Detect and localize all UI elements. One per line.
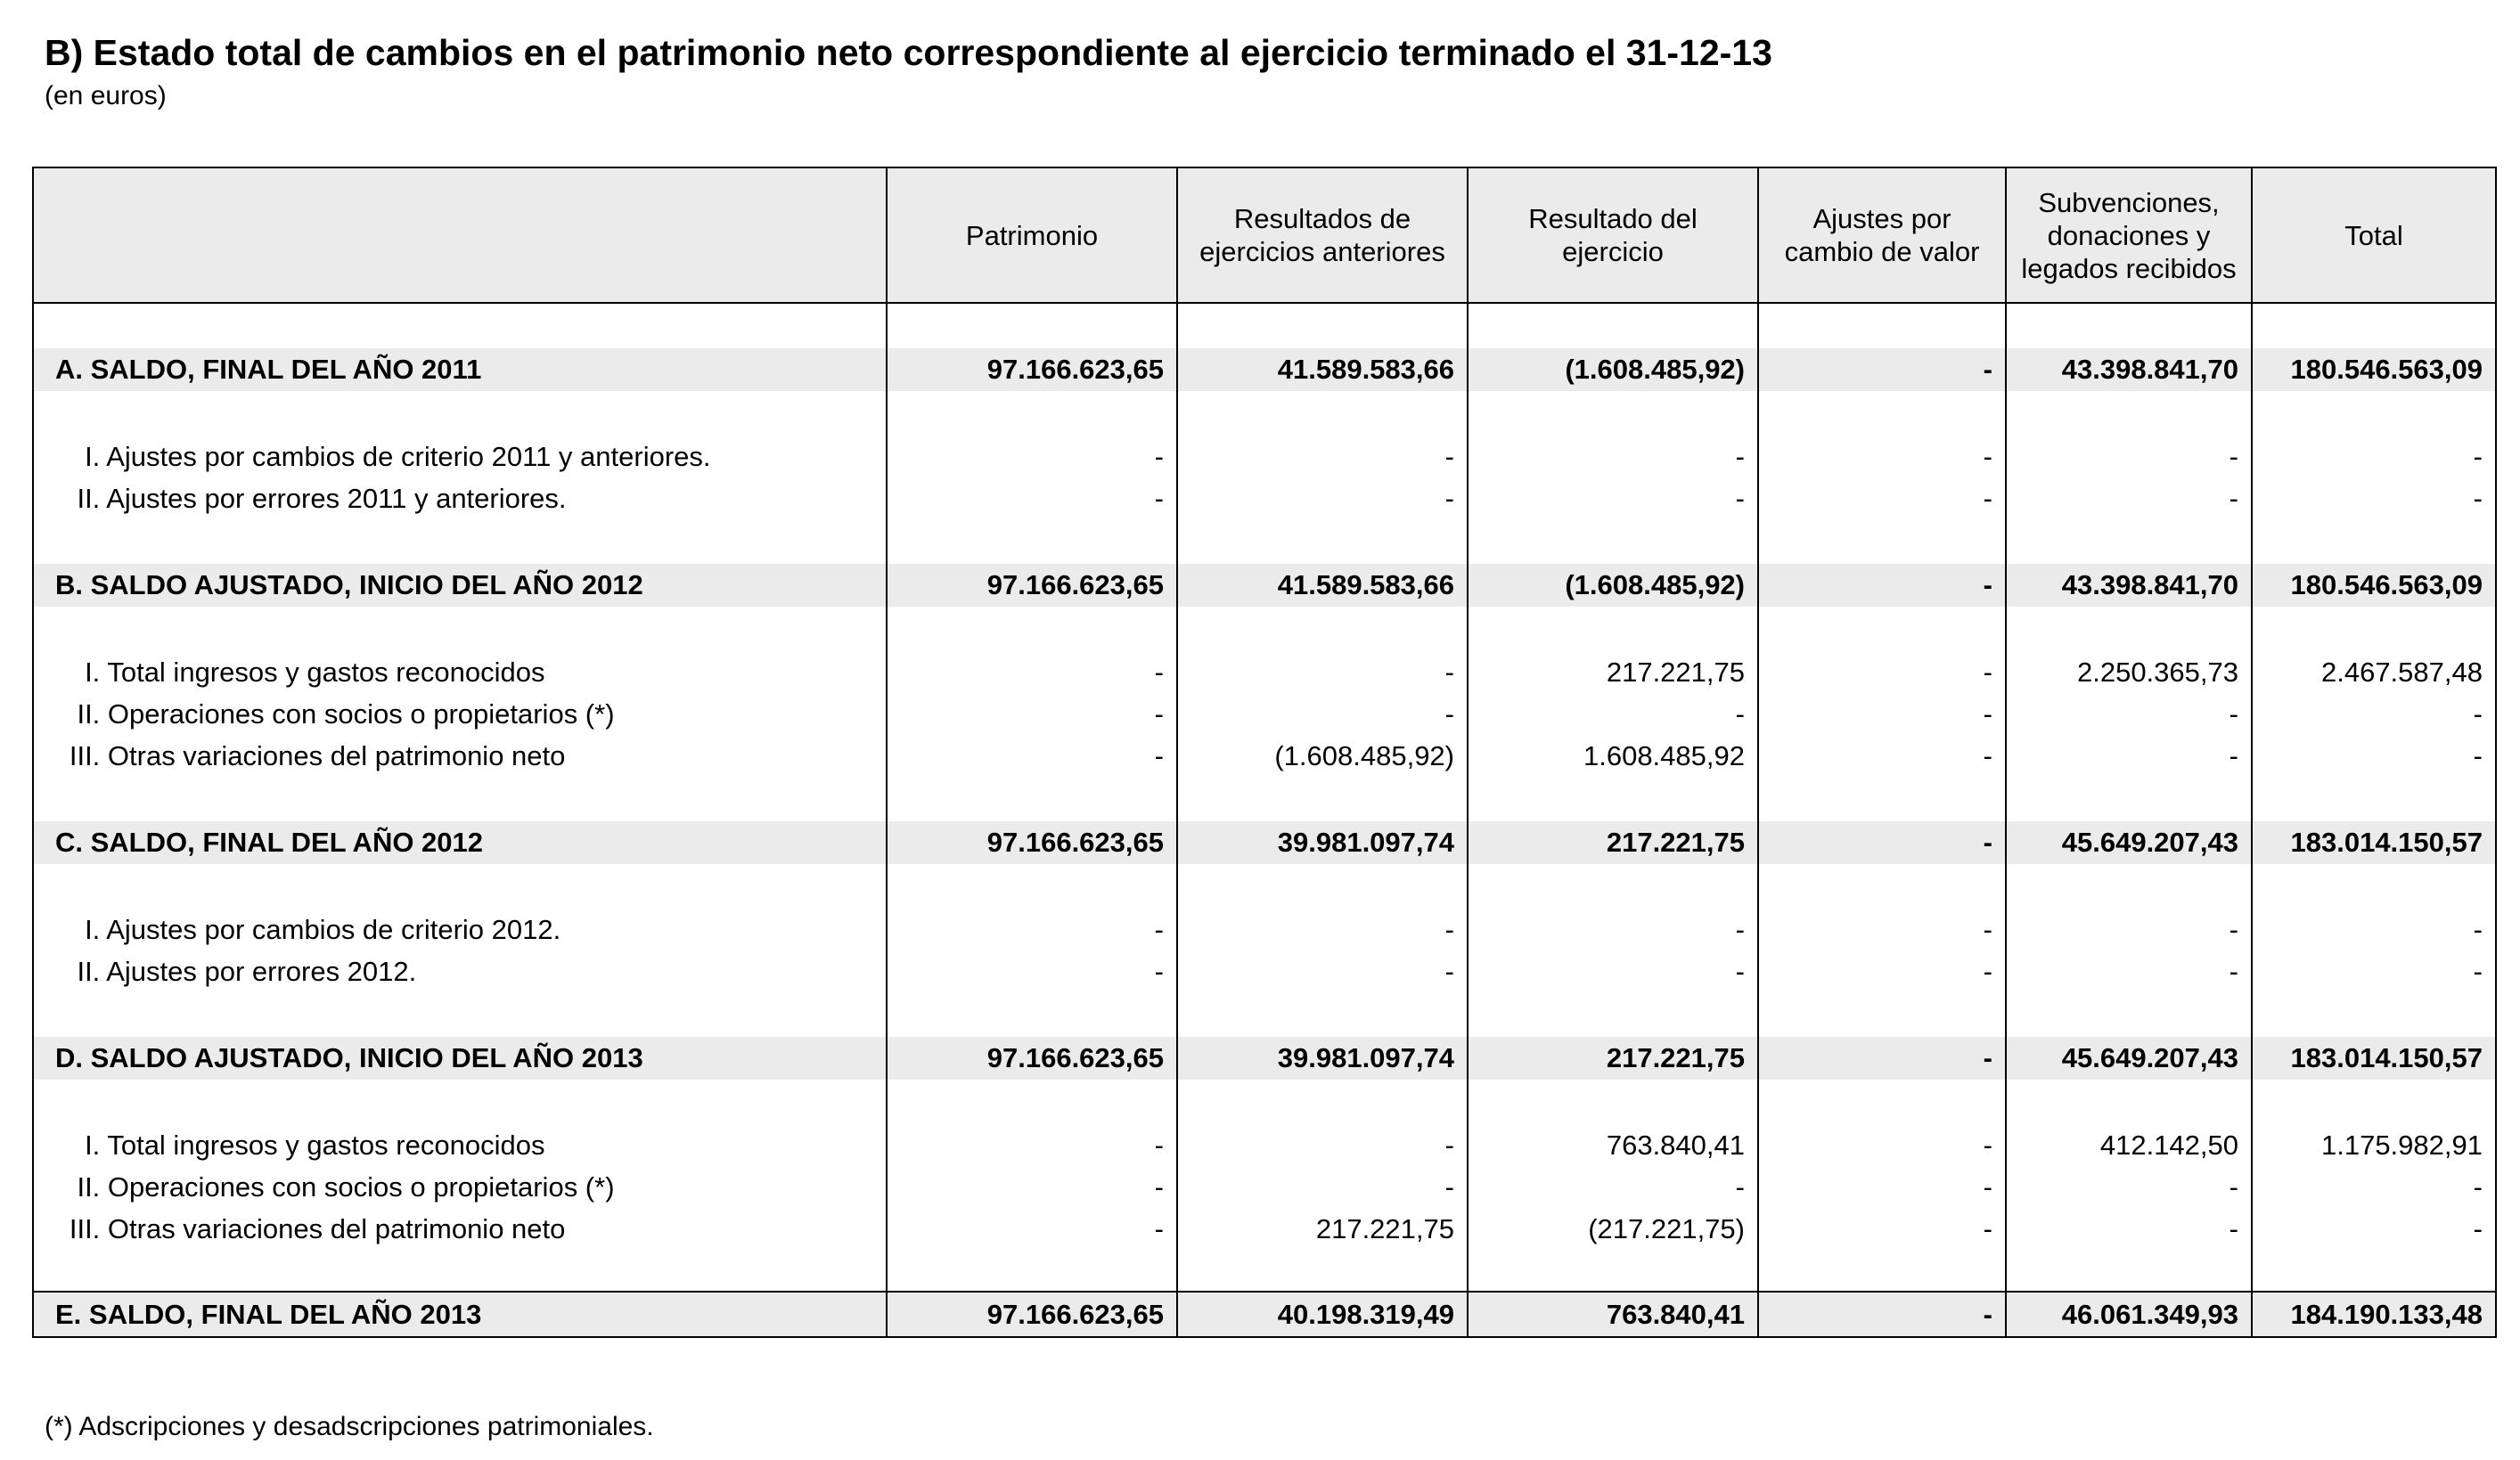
cell-ajustes-valor: -	[1758, 1037, 2006, 1080]
header-row	[33, 167, 2496, 303]
detail-row	[33, 1166, 2496, 1208]
spacer-row	[33, 607, 2496, 651]
empty-cell	[1177, 777, 1468, 821]
cell-subvenciones: -	[2006, 477, 2252, 519]
empty-cell	[1758, 391, 2006, 436]
cell-subvenciones: 45.649.207,43	[2006, 1037, 2252, 1080]
cell-patrimonio: -	[887, 477, 1177, 519]
detail-row	[33, 693, 2496, 735]
detail-row	[33, 1124, 2496, 1166]
empty-cell	[2252, 303, 2496, 348]
row-label: D. SALDO AJUSTADO, INICIO DEL AÑO 2013	[33, 1037, 887, 1080]
header-resultados-anteriores: Resultados de ejercicios anteriores	[1177, 167, 1468, 303]
row-label: I. Ajustes por cambios de criterio 2012.	[33, 909, 887, 950]
page-subtitle: (en euros)	[45, 81, 167, 110]
empty-cell	[887, 391, 1177, 436]
balance-row	[33, 821, 2496, 864]
empty-cell	[33, 777, 887, 821]
empty-cell	[1177, 864, 1468, 909]
spacer-row	[33, 992, 2496, 1037]
cell-resultados-anteriores: -	[1177, 909, 1468, 950]
cell-ajustes-valor: -	[1758, 651, 2006, 693]
empty-cell	[2252, 1250, 2496, 1292]
header-resultado-ejercicio: Resultado del ejercicio	[1468, 167, 1758, 303]
spacer-row	[33, 1080, 2496, 1124]
cell-subvenciones: -	[2006, 950, 2252, 992]
cell-ajustes-valor: -	[1758, 735, 2006, 777]
row-label: II. Operaciones con socios o propietarios (*)	[33, 1166, 887, 1208]
empty-cell	[33, 1250, 887, 1292]
empty-cell	[1177, 1080, 1468, 1124]
empty-cell	[1468, 777, 1758, 821]
cell-patrimonio: -	[887, 1208, 1177, 1250]
empty-cell	[33, 992, 887, 1037]
cell-resultado-ejercicio: 1.608.485,92	[1468, 735, 1758, 777]
cell-resultados-anteriores: -	[1177, 693, 1468, 735]
row-label: I. Ajustes por cambios de criterio 2011 y anteriores.	[33, 436, 887, 477]
empty-cell	[1177, 1250, 1468, 1292]
cell-patrimonio: -	[887, 909, 1177, 950]
empty-cell	[2006, 607, 2252, 651]
row-label: III. Otras variaciones del patrimonio neto	[33, 735, 887, 777]
empty-cell	[1468, 1080, 1758, 1124]
empty-cell	[1468, 607, 1758, 651]
cell-patrimonio: -	[887, 950, 1177, 992]
cell-patrimonio: -	[887, 436, 1177, 477]
empty-cell	[33, 1080, 887, 1124]
empty-cell	[2006, 1080, 2252, 1124]
empty-cell	[33, 864, 887, 909]
empty-cell	[33, 607, 887, 651]
detail-row	[33, 735, 2496, 777]
detail-row	[33, 477, 2496, 519]
cell-patrimonio: 97.166.623,65	[887, 821, 1177, 864]
cell-ajustes-valor: -	[1758, 693, 2006, 735]
empty-cell	[887, 1250, 1177, 1292]
spacer-row	[33, 519, 2496, 564]
balance-row	[33, 1037, 2496, 1080]
cell-patrimonio: 97.166.623,65	[887, 564, 1177, 607]
cell-ajustes-valor: -	[1758, 564, 2006, 607]
cell-ajustes-valor: -	[1758, 436, 2006, 477]
cell-total: -	[2252, 735, 2496, 777]
cell-patrimonio: -	[887, 1166, 1177, 1208]
empty-cell	[2006, 391, 2252, 436]
spacer-row	[33, 303, 2496, 348]
header-total: Total	[2252, 167, 2496, 303]
row-label: A. SALDO, FINAL DEL AÑO 2011	[33, 348, 887, 391]
detail-row	[33, 950, 2496, 992]
empty-cell	[33, 303, 887, 348]
cell-resultado-ejercicio: (217.221,75)	[1468, 1208, 1758, 1250]
empty-cell	[1758, 777, 2006, 821]
row-label: E. SALDO, FINAL DEL AÑO 2013	[33, 1292, 887, 1337]
empty-cell	[887, 607, 1177, 651]
cell-ajustes-valor: -	[1758, 909, 2006, 950]
detail-row	[33, 1208, 2496, 1250]
empty-cell	[1758, 1250, 2006, 1292]
detail-row	[33, 436, 2496, 477]
empty-cell	[2252, 1080, 2496, 1124]
empty-cell	[887, 992, 1177, 1037]
cell-ajustes-valor: -	[1758, 348, 2006, 391]
cell-total: 180.546.563,09	[2252, 564, 2496, 607]
spacer-row	[33, 777, 2496, 821]
empty-cell	[1758, 519, 2006, 564]
cell-ajustes-valor: -	[1758, 1166, 2006, 1208]
table-header	[33, 167, 2496, 303]
balance-row	[33, 1292, 2496, 1337]
cell-ajustes-valor: -	[1758, 1208, 2006, 1250]
balance-row	[33, 564, 2496, 607]
cell-resultado-ejercicio: 217.221,75	[1468, 651, 1758, 693]
empty-cell	[1758, 1080, 2006, 1124]
empty-cell	[1758, 607, 2006, 651]
cell-resultado-ejercicio: 763.840,41	[1468, 1124, 1758, 1166]
cell-resultado-ejercicio: 217.221,75	[1468, 1037, 1758, 1080]
empty-cell	[1758, 303, 2006, 348]
cell-patrimonio: -	[887, 693, 1177, 735]
cell-subvenciones: -	[2006, 1208, 2252, 1250]
cell-total: -	[2252, 1166, 2496, 1208]
empty-cell	[2252, 864, 2496, 909]
cell-resultados-anteriores: 40.198.319,49	[1177, 1292, 1468, 1337]
empty-cell	[1177, 391, 1468, 436]
cell-ajustes-valor: -	[1758, 1292, 2006, 1337]
row-label: III. Otras variaciones del patrimonio neto	[33, 1208, 887, 1250]
cell-patrimonio: -	[887, 1124, 1177, 1166]
spacer-row	[33, 1250, 2496, 1292]
empty-cell	[1177, 519, 1468, 564]
cell-resultados-anteriores: -	[1177, 1166, 1468, 1208]
row-label: I. Total ingresos y gastos reconocidos	[33, 1124, 887, 1166]
cell-resultados-anteriores: -	[1177, 477, 1468, 519]
cell-resultado-ejercicio: -	[1468, 1166, 1758, 1208]
row-label: II. Ajustes por errores 2012.	[33, 950, 887, 992]
cell-total: -	[2252, 436, 2496, 477]
cell-resultado-ejercicio: -	[1468, 436, 1758, 477]
cell-resultados-anteriores: -	[1177, 950, 1468, 992]
cell-resultado-ejercicio: -	[1468, 909, 1758, 950]
cell-resultado-ejercicio: 217.221,75	[1468, 821, 1758, 864]
empty-cell	[33, 391, 887, 436]
cell-total: 180.546.563,09	[2252, 348, 2496, 391]
cell-total: -	[2252, 950, 2496, 992]
empty-cell	[2006, 864, 2252, 909]
cell-total: -	[2252, 1208, 2496, 1250]
cell-patrimonio: 97.166.623,65	[887, 1292, 1177, 1337]
cell-resultados-anteriores: 39.981.097,74	[1177, 821, 1468, 864]
empty-cell	[2252, 391, 2496, 436]
empty-cell	[887, 1080, 1177, 1124]
empty-cell	[1468, 992, 1758, 1037]
spacer-row	[33, 864, 2496, 909]
cell-resultados-anteriores: 41.589.583,66	[1177, 348, 1468, 391]
equity-changes-table	[32, 167, 2497, 1338]
empty-cell	[2252, 607, 2496, 651]
cell-resultado-ejercicio: -	[1468, 477, 1758, 519]
cell-subvenciones: 43.398.841,70	[2006, 348, 2252, 391]
empty-cell	[1468, 1250, 1758, 1292]
cell-total: 1.175.982,91	[2252, 1124, 2496, 1166]
empty-cell	[33, 519, 887, 564]
cell-resultado-ejercicio: -	[1468, 693, 1758, 735]
cell-subvenciones: -	[2006, 909, 2252, 950]
empty-cell	[1468, 519, 1758, 564]
cell-resultados-anteriores: 41.589.583,66	[1177, 564, 1468, 607]
cell-resultados-anteriores: -	[1177, 436, 1468, 477]
cell-total: -	[2252, 693, 2496, 735]
header-ajustes-valor: Ajustes por cambio de valor	[1758, 167, 2006, 303]
cell-patrimonio: -	[887, 651, 1177, 693]
header-subvenciones: Subvenciones, donaciones y legados recibidos	[2006, 167, 2252, 303]
row-label: II. Operaciones con socios o propietarios (*)	[33, 693, 887, 735]
row-label: I. Total ingresos y gastos reconocidos	[33, 651, 887, 693]
empty-cell	[1468, 391, 1758, 436]
page-title: B) Estado total de cambios en el patrimonio neto correspondiente al ejercicio terminado el 31-12-13	[45, 32, 1772, 73]
empty-cell	[887, 777, 1177, 821]
cell-ajustes-valor: -	[1758, 950, 2006, 992]
cell-subvenciones: 43.398.841,70	[2006, 564, 2252, 607]
cell-total: 183.014.150,57	[2252, 821, 2496, 864]
header-patrimonio: Patrimonio	[887, 167, 1177, 303]
cell-subvenciones: 412.142,50	[2006, 1124, 2252, 1166]
row-label: II. Ajustes por errores 2011 y anteriores.	[33, 477, 887, 519]
header-concept	[33, 167, 887, 303]
row-label: C. SALDO, FINAL DEL AÑO 2012	[33, 821, 887, 864]
cell-resultado-ejercicio: (1.608.485,92)	[1468, 348, 1758, 391]
empty-cell	[2252, 992, 2496, 1037]
cell-ajustes-valor: -	[1758, 821, 2006, 864]
cell-resultado-ejercicio: (1.608.485,92)	[1468, 564, 1758, 607]
cell-resultados-anteriores: 39.981.097,74	[1177, 1037, 1468, 1080]
empty-cell	[1758, 864, 2006, 909]
empty-cell	[2006, 519, 2252, 564]
cell-ajustes-valor: -	[1758, 1124, 2006, 1166]
cell-resultados-anteriores: 217.221,75	[1177, 1208, 1468, 1250]
empty-cell	[1177, 992, 1468, 1037]
empty-cell	[2006, 777, 2252, 821]
empty-cell	[1468, 303, 1758, 348]
footnote: (*) Adscripciones y desadscripciones patrimoniales.	[45, 1412, 654, 1441]
cell-resultado-ejercicio: 763.840,41	[1468, 1292, 1758, 1337]
empty-cell	[887, 864, 1177, 909]
cell-total: -	[2252, 477, 2496, 519]
empty-cell	[1177, 303, 1468, 348]
cell-subvenciones: 46.061.349,93	[2006, 1292, 2252, 1337]
empty-cell	[1177, 607, 1468, 651]
empty-cell	[2006, 1250, 2252, 1292]
cell-subvenciones: 45.649.207,43	[2006, 821, 2252, 864]
cell-patrimonio: 97.166.623,65	[887, 1037, 1177, 1080]
spacer-row	[33, 391, 2496, 436]
cell-resultados-anteriores: (1.608.485,92)	[1177, 735, 1468, 777]
empty-cell	[2006, 992, 2252, 1037]
cell-subvenciones: -	[2006, 436, 2252, 477]
cell-resultados-anteriores: -	[1177, 651, 1468, 693]
cell-subvenciones: 2.250.365,73	[2006, 651, 2252, 693]
empty-cell	[2252, 519, 2496, 564]
empty-cell	[2252, 777, 2496, 821]
cell-patrimonio: 97.166.623,65	[887, 348, 1177, 391]
cell-resultados-anteriores: -	[1177, 1124, 1468, 1166]
cell-subvenciones: -	[2006, 693, 2252, 735]
cell-total: 183.014.150,57	[2252, 1037, 2496, 1080]
empty-cell	[887, 303, 1177, 348]
table-body	[33, 303, 2496, 1337]
cell-resultado-ejercicio: -	[1468, 950, 1758, 992]
row-label: B. SALDO AJUSTADO, INICIO DEL AÑO 2012	[33, 564, 887, 607]
balance-row	[33, 348, 2496, 391]
empty-cell	[2006, 303, 2252, 348]
detail-row	[33, 651, 2496, 693]
cell-total: 2.467.587,48	[2252, 651, 2496, 693]
empty-cell	[1758, 992, 2006, 1037]
empty-cell	[1468, 864, 1758, 909]
cell-ajustes-valor: -	[1758, 477, 2006, 519]
cell-subvenciones: -	[2006, 735, 2252, 777]
empty-cell	[887, 519, 1177, 564]
cell-patrimonio: -	[887, 735, 1177, 777]
cell-subvenciones: -	[2006, 1166, 2252, 1208]
detail-row	[33, 909, 2496, 950]
cell-total: -	[2252, 909, 2496, 950]
cell-total: 184.190.133,48	[2252, 1292, 2496, 1337]
